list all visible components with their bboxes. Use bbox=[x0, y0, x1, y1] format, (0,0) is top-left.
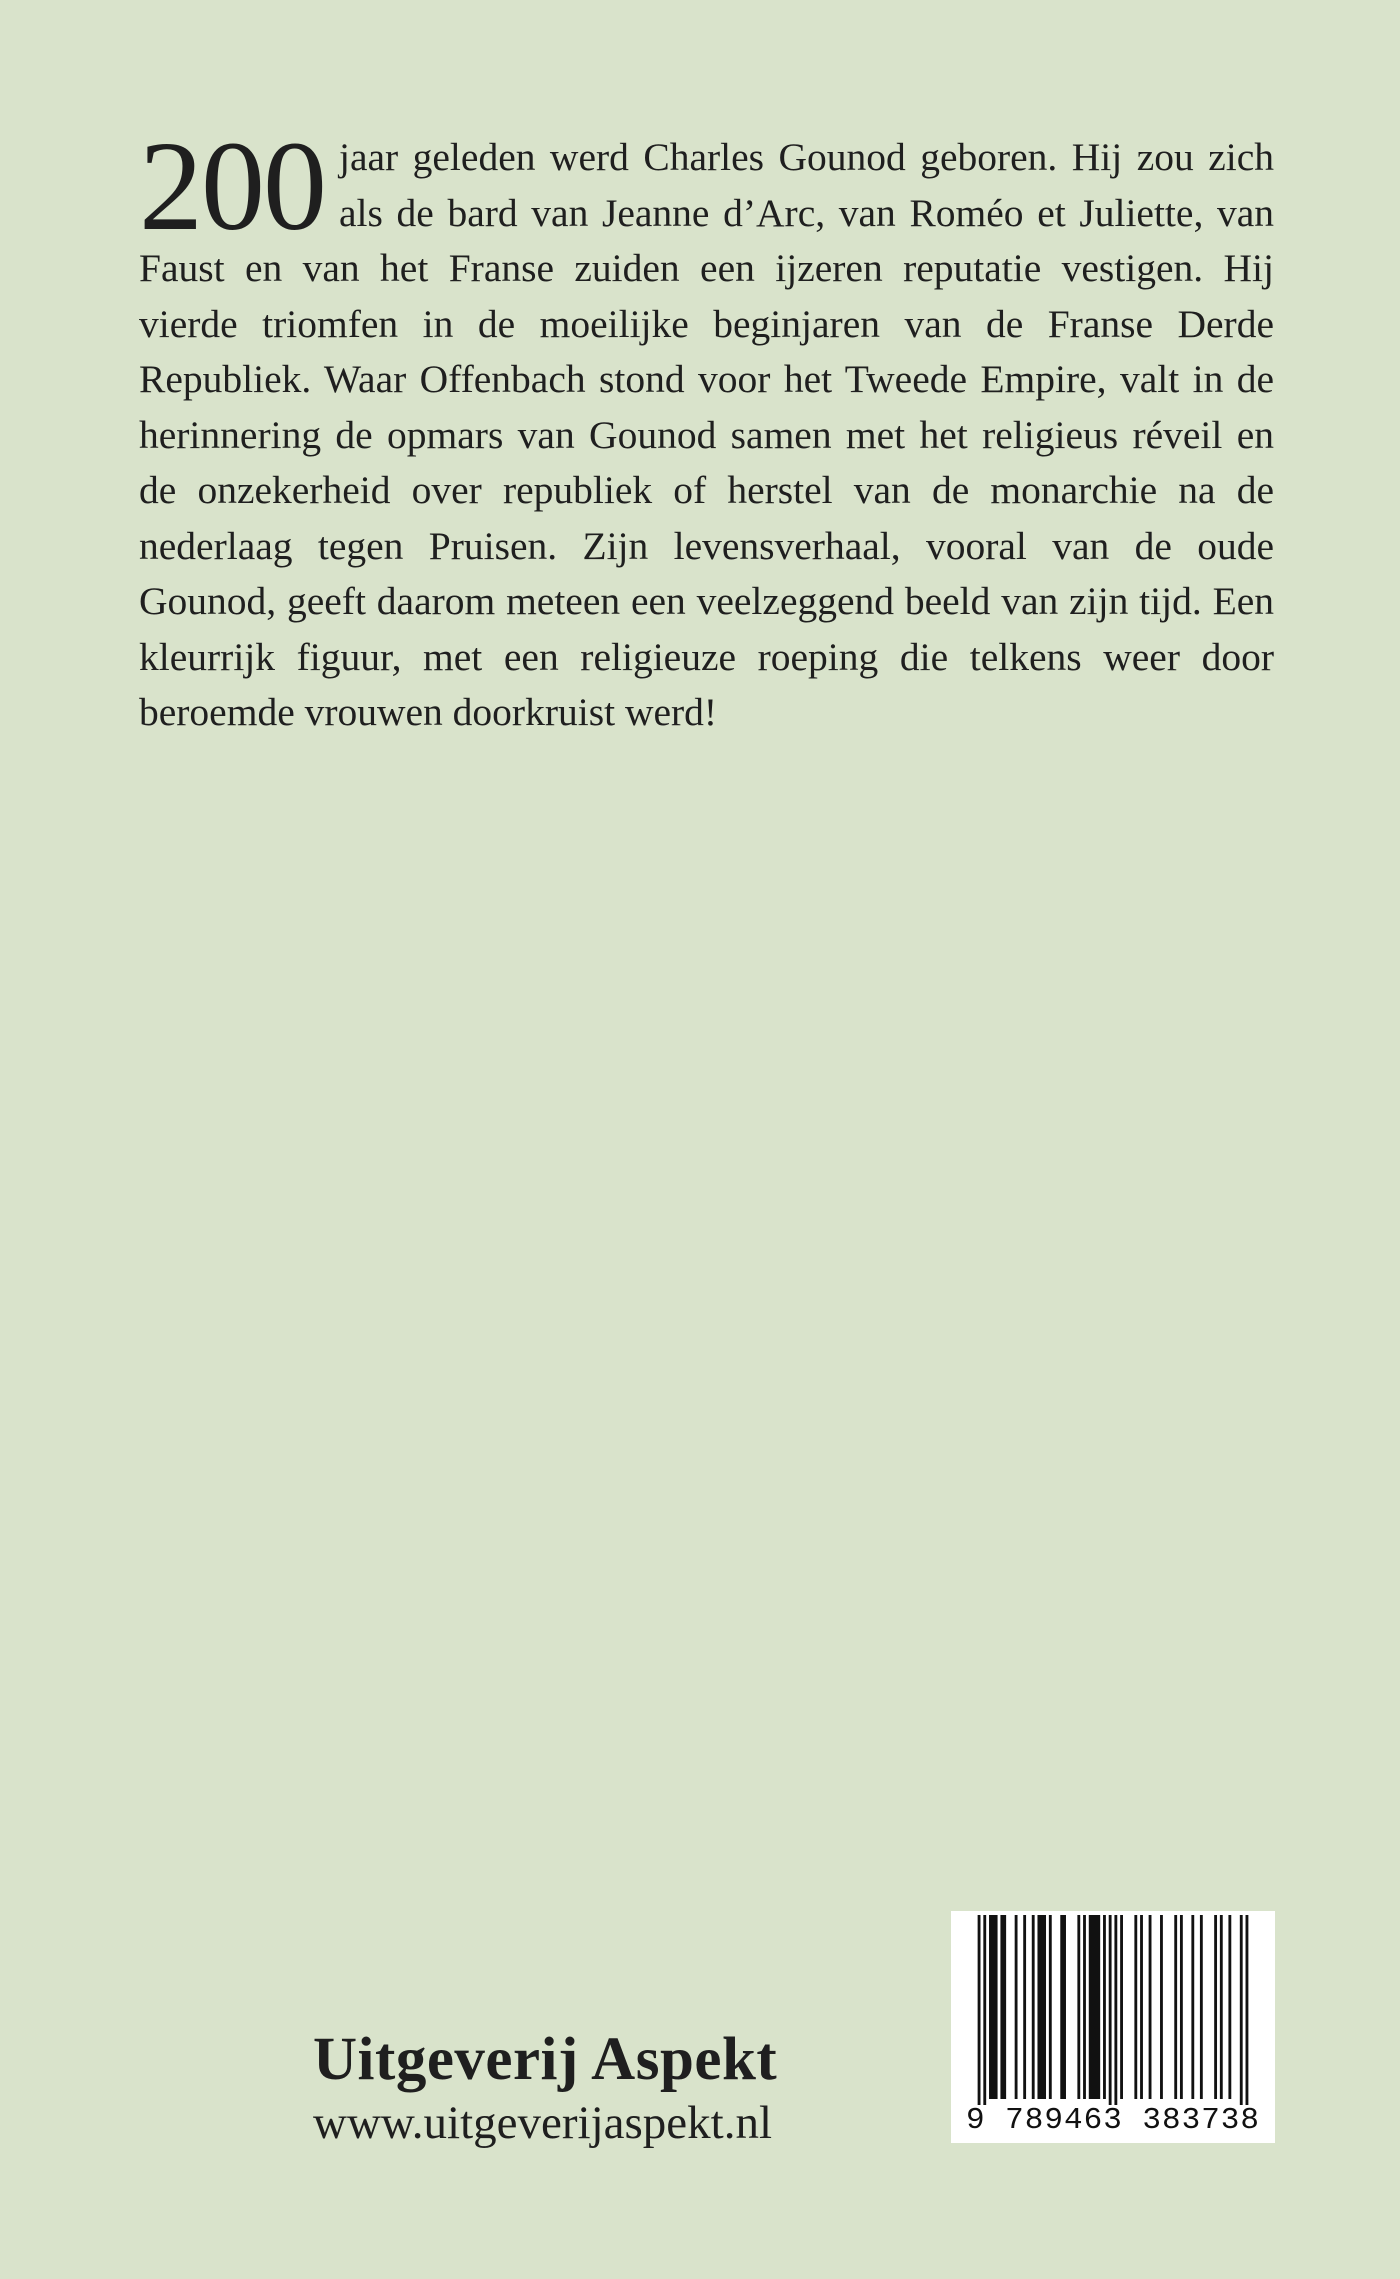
barcode-bar bbox=[1149, 1915, 1152, 2099]
barcode-bar bbox=[1228, 1915, 1231, 2099]
barcode-bar bbox=[1060, 1915, 1066, 2099]
barcode-bar bbox=[1015, 1915, 1018, 2099]
barcode-bar bbox=[1037, 1915, 1046, 2099]
barcode-bar bbox=[1220, 1915, 1223, 2099]
barcode-bar bbox=[1214, 1915, 1217, 2099]
barcode-bar bbox=[1180, 1915, 1183, 2099]
barcode-bar bbox=[983, 1915, 986, 2105]
barcode-bar bbox=[1000, 1915, 1006, 2099]
publisher-name: Uitgeverij Aspekt bbox=[313, 2026, 778, 2093]
publisher-url: www.uitgeverijaspekt.nl bbox=[313, 2097, 773, 2149]
barcode-bar bbox=[1240, 1915, 1243, 2105]
isbn-number: 9 789463 383738 bbox=[965, 2103, 1261, 2138]
blurb-text: jaar geleden werd Charles Gounod geboren. Hij zou zich als de bard van Jeanne d’Arc, van Roméo et Juliette, van Faust en van het Franse zuiden een ijzeren reputatie vestigen. Hij vierde triomfen in de moeilijke beginjaren van de Franse Derde Republiek. Waar Offenbach stond voor het Tweede Empire, valt in de herinnering de opmars van Gounod samen met het religieus réveil en de onzekerheid over republiek of herstel van de monarchie na de nederlaag tegen Pruisen. Zijn levensverhaal, vooral van de oude Gounod, geeft daarom meteen een veelzeggend beeld van zijn tijd. Een kleurrijk figuur, met een religieuze roeping die telkens weer door beroemde vrouwen doorkruist werd! bbox=[139, 135, 1274, 734]
barcode-bar bbox=[1109, 1915, 1112, 2105]
barcode-bar bbox=[1089, 1915, 1100, 2099]
barcode-bar bbox=[1077, 1915, 1080, 2099]
drop-cap-number: 200 bbox=[139, 115, 325, 257]
back-cover-blurb bbox=[139, 115, 1274, 741]
barcode-bar bbox=[1191, 1915, 1194, 2099]
barcode-bar bbox=[1120, 1915, 1123, 2099]
barcode-bar bbox=[1246, 1915, 1249, 2105]
barcode-bar bbox=[1049, 1915, 1052, 2099]
barcode-bar bbox=[1134, 1915, 1137, 2099]
barcode-bar bbox=[1140, 1915, 1143, 2099]
barcode-bar bbox=[1200, 1915, 1203, 2099]
isbn-barcode bbox=[951, 1911, 1275, 2143]
barcode-bar bbox=[1174, 1915, 1177, 2099]
barcode-bar bbox=[1023, 1915, 1026, 2099]
barcode-bar bbox=[1160, 1915, 1163, 2099]
barcode-bar bbox=[989, 1915, 998, 2099]
barcode-bar bbox=[1103, 1915, 1106, 2099]
barcode-bar bbox=[1083, 1915, 1086, 2099]
barcode-bar bbox=[1032, 1915, 1035, 2099]
barcode-bar bbox=[978, 1915, 981, 2105]
publisher-block bbox=[313, 2025, 777, 2151]
barcode-bar bbox=[1114, 1915, 1117, 2105]
